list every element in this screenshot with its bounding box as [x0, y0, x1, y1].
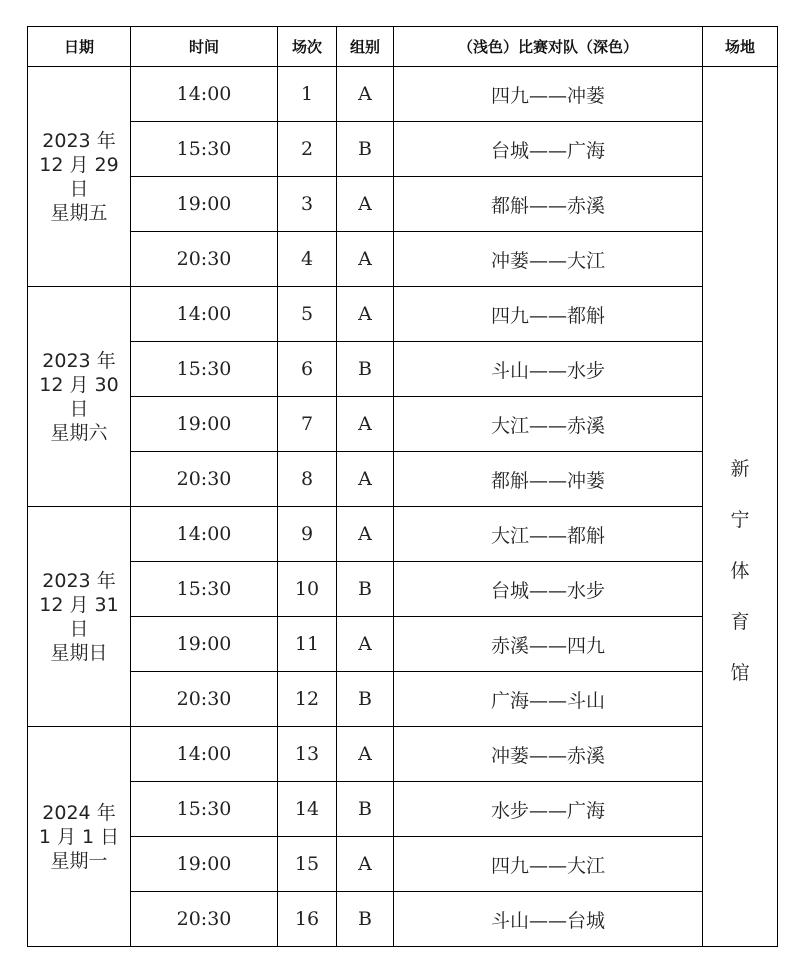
match-group: A: [337, 617, 394, 672]
match-number: 10: [278, 562, 337, 617]
venue-char: 新: [730, 458, 750, 480]
match-number: 4: [278, 232, 337, 287]
venue-cell: [703, 67, 778, 947]
table-row: [28, 562, 778, 617]
match-time: 20:30: [131, 672, 278, 727]
match-number: 9: [278, 507, 337, 562]
table-row: [28, 892, 778, 947]
table-row: [28, 342, 778, 397]
date-year: 2024 年: [42, 801, 116, 824]
date-weekday: 星期五: [50, 201, 108, 224]
match-time: 14:00: [131, 287, 278, 342]
header-row: [28, 27, 778, 67]
match-time: 15:30: [131, 122, 278, 177]
match-time: 19:00: [131, 397, 278, 452]
table-row: [28, 397, 778, 452]
header-group: 组别: [337, 27, 394, 67]
match-group: B: [337, 892, 394, 947]
match-number: 5: [278, 287, 337, 342]
match-number: 12: [278, 672, 337, 727]
date-year: 2023 年: [42, 349, 116, 372]
match-teams: 台城——广海: [394, 122, 703, 177]
match-time: 15:30: [131, 562, 278, 617]
match-teams: 赤溪——四九: [394, 617, 703, 672]
match-group: B: [337, 342, 394, 397]
match-teams: 冲蒌——大江: [394, 232, 703, 287]
match-number: 3: [278, 177, 337, 232]
match-time: 14:00: [131, 67, 278, 122]
match-group: A: [337, 287, 394, 342]
match-teams: 水步——广海: [394, 782, 703, 837]
match-group: A: [337, 232, 394, 287]
date-monthday: 12 月 30 日: [39, 373, 119, 420]
date-cell: [28, 507, 131, 727]
match-group: A: [337, 727, 394, 782]
match-group: A: [337, 177, 394, 232]
table-row: [28, 452, 778, 507]
date-monthday: 12 月 29 日: [39, 153, 119, 200]
match-teams: 四九——都斛: [394, 287, 703, 342]
match-number: 7: [278, 397, 337, 452]
table-row: [28, 727, 778, 782]
date-year: 2023 年: [42, 129, 116, 152]
match-number: 14: [278, 782, 337, 837]
date-cell: [28, 67, 131, 287]
date-monthday: 12 月 31 日: [39, 593, 119, 640]
header-match-no: 场次: [278, 27, 337, 67]
table-row: [28, 122, 778, 177]
match-number: 16: [278, 892, 337, 947]
date-cell: [28, 727, 131, 947]
match-time: 14:00: [131, 507, 278, 562]
table-row: [28, 782, 778, 837]
match-teams: 四九——大江: [394, 837, 703, 892]
match-group: A: [337, 507, 394, 562]
header-venue: 场地: [703, 27, 778, 67]
table-row: [28, 232, 778, 287]
date-year: 2023 年: [42, 569, 116, 592]
venue-char: 宁: [730, 509, 750, 531]
match-teams: 四九——冲蒌: [394, 67, 703, 122]
match-teams: 台城——水步: [394, 562, 703, 617]
match-teams: 大江——赤溪: [394, 397, 703, 452]
match-teams: 都斛——冲蒌: [394, 452, 703, 507]
match-schedule-table: [27, 26, 778, 947]
match-number: 15: [278, 837, 337, 892]
venue-char: 体: [730, 560, 750, 582]
match-group: B: [337, 122, 394, 177]
match-number: 2: [278, 122, 337, 177]
match-group: B: [337, 562, 394, 617]
date-weekday: 星期日: [50, 641, 108, 664]
match-group: A: [337, 452, 394, 507]
table-row: [28, 837, 778, 892]
match-number: 13: [278, 727, 337, 782]
match-teams: 广海——斗山: [394, 672, 703, 727]
match-time: 20:30: [131, 232, 278, 287]
match-teams: 斗山——水步: [394, 342, 703, 397]
match-teams: 都斛——赤溪: [394, 177, 703, 232]
table-row: [28, 672, 778, 727]
match-number: 11: [278, 617, 337, 672]
match-group: A: [337, 837, 394, 892]
match-time: 20:30: [131, 452, 278, 507]
header-teams: （浅色）比赛对队（深色）: [394, 27, 703, 67]
match-time: 15:30: [131, 782, 278, 837]
header-date: 日期: [28, 27, 131, 67]
match-time: 15:30: [131, 342, 278, 397]
match-teams: 斗山——台城: [394, 892, 703, 947]
date-cell: [28, 287, 131, 507]
date-weekday: 星期一: [50, 849, 108, 872]
venue-char: 育: [730, 611, 750, 633]
match-time: 14:00: [131, 727, 278, 782]
table-row: [28, 507, 778, 562]
venue-char: 馆: [730, 662, 750, 684]
match-group: A: [337, 397, 394, 452]
match-number: 1: [278, 67, 337, 122]
table-row: [28, 617, 778, 672]
match-number: 6: [278, 342, 337, 397]
table-row: [28, 177, 778, 232]
match-time: 19:00: [131, 177, 278, 232]
match-group: B: [337, 782, 394, 837]
table-row: [28, 287, 778, 342]
match-teams: 冲蒌——赤溪: [394, 727, 703, 782]
date-weekday: 星期六: [50, 421, 108, 444]
match-time: 19:00: [131, 617, 278, 672]
match-group: B: [337, 672, 394, 727]
match-time: 19:00: [131, 837, 278, 892]
match-teams: 大江——都斛: [394, 507, 703, 562]
table-row: [28, 67, 778, 122]
match-group: A: [337, 67, 394, 122]
date-monthday: 1 月 1 日: [38, 825, 120, 848]
match-time: 20:30: [131, 892, 278, 947]
header-time: 时间: [131, 27, 278, 67]
match-number: 8: [278, 452, 337, 507]
